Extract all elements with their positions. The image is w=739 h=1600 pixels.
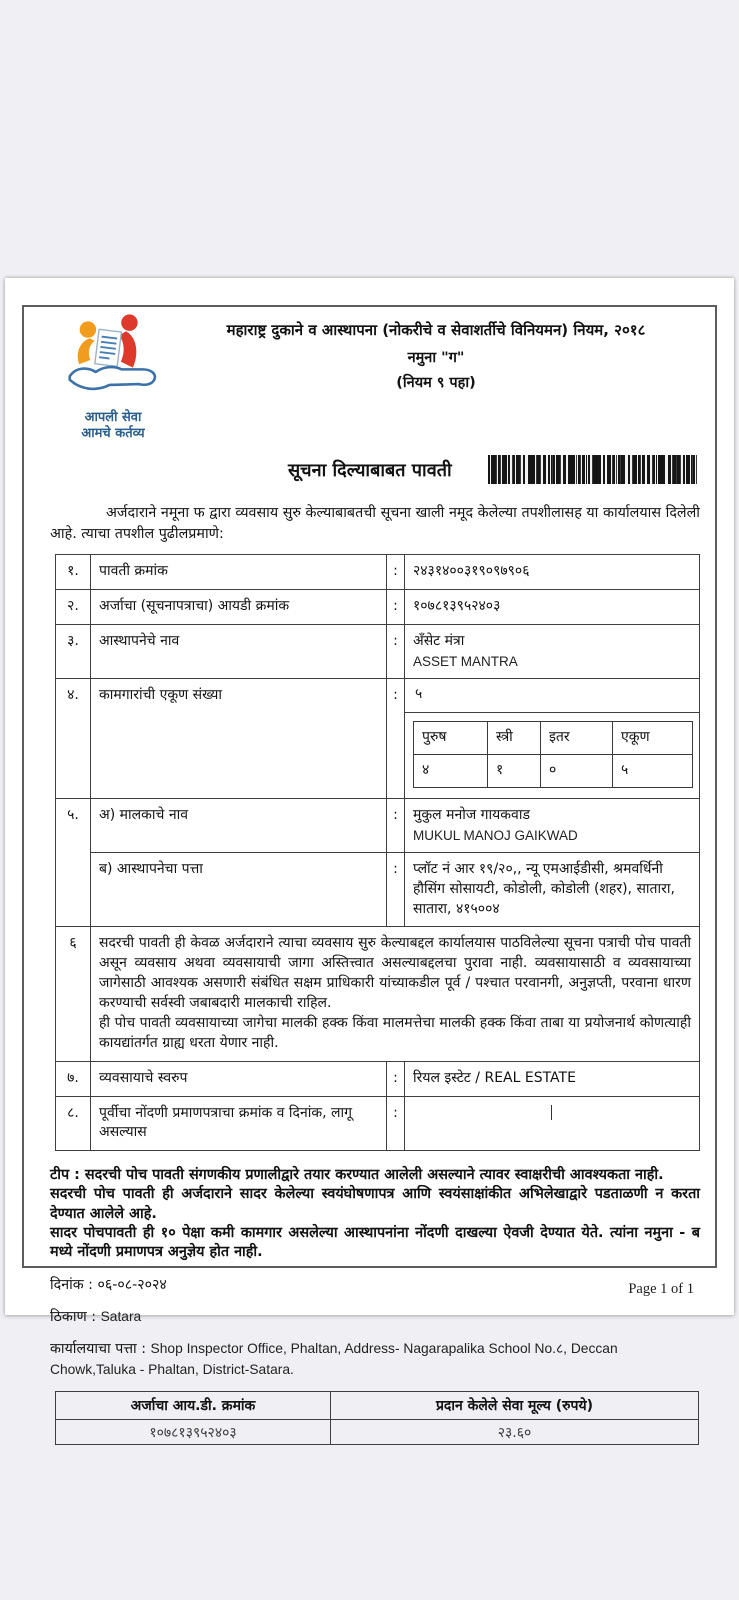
receipt-title: सूचना दिल्याबाबत पावती	[288, 459, 452, 481]
page-number: Page 1 of 1	[628, 1281, 694, 1297]
header-titles	[172, 314, 700, 392]
total-workers-value	[405, 679, 700, 799]
row-serial: ७.	[56, 1061, 91, 1096]
business-nature-value: रियल इस्टेट / REAL ESTATE	[405, 1061, 700, 1096]
workers-header-row	[414, 722, 693, 755]
table-row	[56, 625, 700, 679]
table-row	[56, 798, 700, 852]
previous-certificate-label: पूर्वीचा नोंदणी प्रमाणपत्राचा क्रमांक व दिनांक, लागू असल्यास	[91, 1096, 387, 1151]
fee-table	[55, 1391, 699, 1445]
note-line-1: टीप : सदरची पोच पावती संगणकीय प्रणालीद्वारे तयार करण्यात आलेली असल्याने त्यावर स्वाक्षरीची आवश्यकता नाही.	[50, 1167, 664, 1184]
date-line	[50, 1275, 700, 1294]
act-title: महाराष्ट्र दुकाने व आस्थापना (नोकरीचे व सेवाशर्तीचे विनियमन) नियम, २०१८	[226, 321, 646, 339]
establishment-name-marathi: अँसेट मंत्रा	[413, 633, 465, 650]
row-serial: ४.	[56, 679, 91, 799]
scanned-receipt-page	[5, 278, 734, 1441]
colon-separator: :	[387, 625, 405, 679]
total-workers-label: कामगारांची एकूण संख्या	[91, 679, 387, 799]
place-line	[50, 1307, 700, 1326]
female-header: स्त्री	[488, 722, 541, 755]
establishment-address-value: प्लॉट नं आर १९/२०,, न्यू एमआईडीसी, श्रमवर्धिनी हौसिंग सोसायटी, कोडोली, कोडोली (शहर), सातारा, सातारा, ४१५००४	[405, 852, 700, 927]
colon-separator: :	[387, 590, 405, 625]
colon-separator: :	[387, 555, 405, 590]
receipt-number-value: २४३१४००३१९०९७९०६	[405, 555, 700, 590]
row-serial: ६	[56, 927, 91, 1061]
establishment-name-value	[405, 625, 700, 679]
disclaimer-paragraph-1: सदरची पावती ही केवळ अर्जदाराने त्याचा व्यवसाय सुरु केल्याबद्दल कार्यालयास पाठविलेल्या सूचना पत्राची पोच पावती असून व्यवसाय अथवा व्यवसायाची जागा अस्तित्त्वात असल्याबद्दलचा पुरावा नाही. व्यवसायासाठी व व्यवसायाच्या जागेसाठी आवश्यक असणारी संबंधित सक्षम प्राधिकारी यांच्याकडील पूर्व / पश्चात परवानगी, अनुज्ञप्ती, परवाना धारण करण्याची सर्वस्वी जबाबदारी मालकाची राहिल.	[99, 935, 691, 1012]
table-row	[56, 590, 700, 625]
male-count: ४	[414, 754, 488, 787]
owner-name-marathi: मुकुल मनोज गायकवाड	[413, 806, 530, 823]
date-value: ०६-०८-२०२४	[97, 1277, 167, 1294]
business-nature-label: व्यवसायाचे स्वरुप	[91, 1061, 387, 1096]
application-id-label: अर्जाचा (सूचनापत्राचा) आयडी क्रमांक	[91, 590, 387, 625]
fee-amount-value: २३.६०	[331, 1420, 699, 1445]
place-value: Satara	[100, 1309, 142, 1325]
total-header: एकूण	[613, 722, 693, 755]
other-count: ०	[541, 754, 613, 787]
document-header	[50, 314, 700, 443]
owner-name-label: अ) मालकाचे नाव	[91, 798, 387, 852]
note-line-2: सदरची पोच पावती ही अर्जदाराने सादर केलेल्या स्वयंघोषणापत्र आणि स्वयंसाक्षांकीत अभिलेखाद्वारे पडताळणी न करता देण्यात आलेले आहे.	[50, 1186, 700, 1222]
row-serial: ३.	[56, 625, 91, 679]
workers-value-row	[414, 754, 693, 787]
fee-value-row	[56, 1420, 699, 1445]
colon-separator: :	[387, 798, 405, 852]
note-line-3: सादर पोचपावती ही १० पेक्षा कमी कामगार असलेल्या आस्थापनांना नोंदणी दाखल्या ऐवजी देण्यात येते. त्यांना नमुना - ब मध्ये नोंदणी प्रमाणपत्र अनुज्ञेय होत नाही.	[50, 1224, 700, 1260]
place-label: ठिकाण :	[50, 1309, 97, 1326]
total-count: ५	[613, 754, 693, 787]
rule-reference: (नियम ९ पहा)	[396, 375, 476, 392]
owner-name-english: MUKUL MANOJ GAIKWAD	[413, 827, 578, 843]
intro-paragraph: अर्जदाराने नमूना फ द्वारा व्यवसाय सुरु केल्याबाबतची सूचना खाली नमूद केलेल्या तपशीलासह या कार्यालयास दिलेली आहे. त्याचा तपशील पुढीलप्रमाणे:	[50, 504, 700, 542]
table-row	[56, 1096, 700, 1151]
logo-tagline-line1: आपली सेवा	[84, 410, 142, 425]
form-name: नमुना "ग"	[407, 350, 465, 367]
office-address-label: कार्यालयाचा पत्ता :	[50, 1341, 147, 1358]
establishment-name-label: आस्थापनेचे नाव	[91, 625, 387, 679]
row-serial: ८.	[56, 1096, 91, 1151]
table-row	[56, 852, 700, 927]
aaple-sarkar-emblem-icon	[61, 314, 165, 404]
establishment-name-english: ASSET MANTRA	[413, 654, 518, 669]
application-id-value: १०७८१३९५२४०३	[405, 590, 700, 625]
document-content	[50, 314, 700, 1445]
scan-cursor-artifact	[551, 1105, 552, 1120]
title-bar	[50, 453, 700, 487]
table-row	[56, 1061, 700, 1096]
row-serial: १.	[56, 555, 91, 590]
office-address-value: Shop Inspector Office, Phaltan, Address- Nagarapalika School No.८, Deccan Chowk,Taluka - Phaltan, District-Satara.	[50, 1341, 618, 1377]
details-table	[55, 554, 700, 1151]
date-label: दिनांक :	[50, 1277, 93, 1294]
table-row	[56, 679, 700, 799]
colon-separator: :	[387, 852, 405, 927]
logo-tagline-line2: आमचे कर्तव्य	[81, 426, 145, 442]
disclaimer-cell	[91, 927, 700, 1061]
row-serial: ५.	[56, 798, 91, 927]
fee-amount-header: प्रदान केलेले सेवा मूल्य (रुपये)	[331, 1392, 699, 1420]
colon-separator: :	[387, 1096, 405, 1151]
male-header: पुरुष	[414, 722, 488, 755]
previous-certificate-value	[405, 1096, 700, 1151]
disclaimer-paragraph-2: ही पोच पावती व्यवसायाच्या जागेचा मालकी हक्क किंवा मालमत्तेचा मालकी हक्क किंवा ताबा या प्रयोजनार्थ कोणत्याही कायद्यांतर्गत ग्राह्य धरता येणार नाही.	[99, 1014, 691, 1051]
table-row	[56, 927, 700, 1061]
female-count: १	[488, 754, 541, 787]
fee-application-id-value: १०७८१३९५२४०३	[56, 1420, 331, 1445]
total-workers-count: ५	[405, 679, 699, 713]
table-row	[56, 555, 700, 590]
barcode-image	[488, 455, 697, 484]
colon-separator: :	[387, 1061, 405, 1096]
office-address-line	[50, 1339, 700, 1380]
note-block	[50, 1166, 700, 1262]
owner-name-value	[405, 798, 700, 852]
fee-header-row	[56, 1392, 699, 1420]
colon-separator: :	[387, 679, 405, 799]
fee-application-id-header: अर्जाचा आय.डी. क्रमांक	[56, 1392, 331, 1420]
establishment-address-label: ब) आस्थापनेचा पत्ता	[91, 852, 387, 927]
other-header: इतर	[541, 722, 613, 755]
workers-breakdown-table	[413, 721, 693, 788]
receipt-number-label: पावती क्रमांक	[91, 555, 387, 590]
row-serial: २.	[56, 590, 91, 625]
aaple-sarkar-logo	[50, 314, 172, 443]
